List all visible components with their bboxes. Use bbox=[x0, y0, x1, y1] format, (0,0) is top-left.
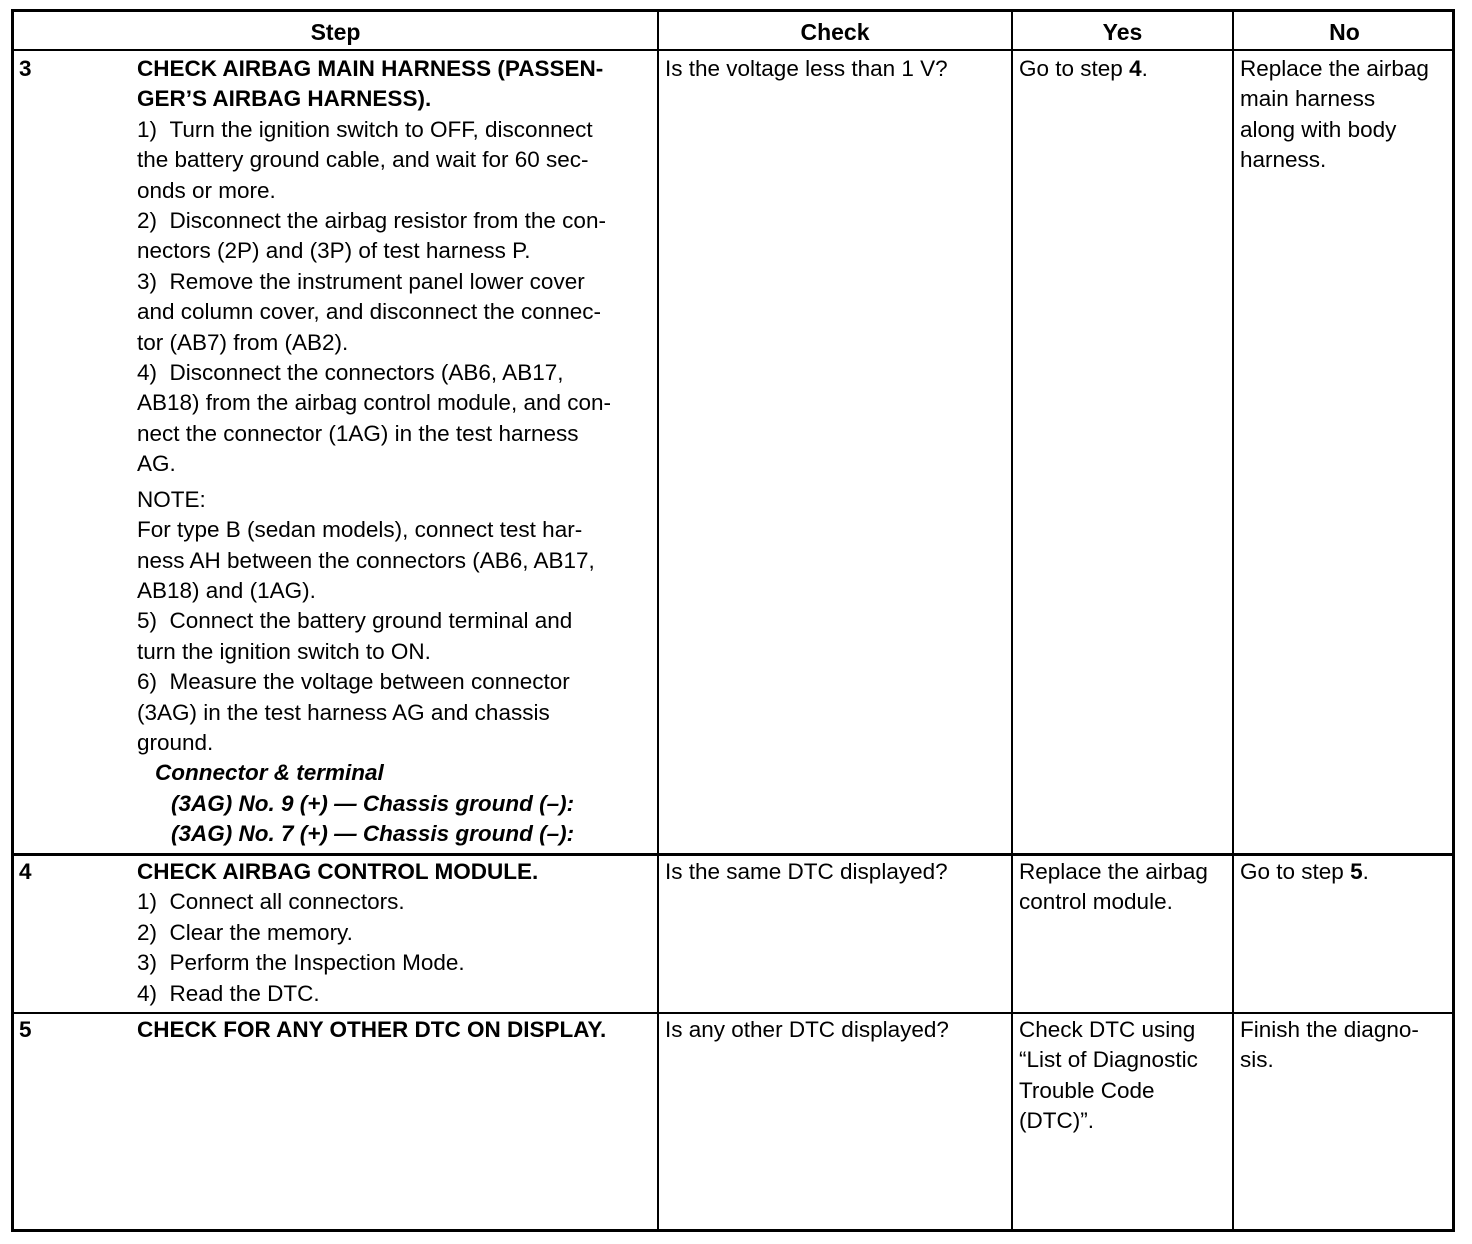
step-instruction: 5) Connect the battery ground terminal and bbox=[137, 608, 573, 634]
step-instruction: the battery ground cable, and wait for 60 sec- bbox=[137, 147, 589, 173]
step-title: CHECK AIRBAG MAIN HARNESS (PASSEN- bbox=[137, 56, 604, 81]
yes-suffix: . bbox=[1141, 56, 1148, 81]
step-number: 5 bbox=[19, 1017, 32, 1042]
step-content bbox=[137, 54, 611, 850]
no-cell bbox=[1240, 857, 1369, 887]
step-instruction: AB18) and (1AG). bbox=[137, 577, 316, 603]
header-check: Check bbox=[800, 19, 870, 45]
step-instruction: 4) Disconnect the connectors (AB6, AB17, bbox=[137, 360, 564, 386]
step-content bbox=[137, 1015, 606, 1045]
no-suffix: . bbox=[1362, 859, 1369, 884]
column-divider bbox=[657, 12, 659, 1229]
step-number: 3 bbox=[19, 56, 32, 81]
check-cell: Is the same DTC displayed? bbox=[665, 859, 948, 884]
header-yes: Yes bbox=[1102, 19, 1143, 45]
step-instruction: (3AG) in the test harness AG and chassis bbox=[137, 699, 550, 725]
yes-step-number: 4 bbox=[1129, 56, 1142, 81]
step-instruction: 2) Disconnect the airbag resistor from the con- bbox=[137, 208, 606, 234]
check-cell: Is the voltage less than 1 V? bbox=[665, 56, 948, 81]
no-prefix: Go to step bbox=[1240, 859, 1351, 884]
step-instruction: onds or more. bbox=[137, 177, 276, 203]
row-divider bbox=[14, 1012, 1452, 1014]
no-cell bbox=[1240, 1015, 1419, 1076]
step-instruction: AB18) from the airbag control module, and con- bbox=[137, 390, 612, 416]
column-divider bbox=[1232, 12, 1234, 1229]
connector-item: (3AG) No. 9 (+) — Chassis ground (–): bbox=[171, 790, 575, 816]
yes-prefix: Go to step bbox=[1019, 56, 1130, 81]
yes-cell bbox=[1019, 857, 1208, 918]
no-step-number: 5 bbox=[1350, 859, 1363, 884]
step-title: GER’S AIRBAG HARNESS). bbox=[137, 86, 432, 112]
step-number: 4 bbox=[19, 859, 32, 884]
no-line: along with body bbox=[1240, 116, 1397, 142]
connector-title: Connector & terminal bbox=[155, 760, 384, 786]
diagnostic-table bbox=[11, 9, 1455, 1232]
step-instruction: For type B (sedan models), connect test har- bbox=[137, 517, 583, 543]
header-no: No bbox=[1329, 19, 1360, 45]
step-instruction: AG. bbox=[137, 451, 176, 477]
yes-line: Check DTC using bbox=[1019, 1017, 1196, 1042]
step-instruction: nect the connector (1AG) in the test harness bbox=[137, 420, 579, 446]
no-line: main harness bbox=[1240, 86, 1376, 112]
step-instruction: 1) Turn the ignition switch to OFF, disconnect bbox=[137, 116, 593, 142]
step-instruction: nectors (2P) and (3P) of test harness P. bbox=[137, 238, 531, 264]
step-instruction: and column cover, and disconnect the connec- bbox=[137, 299, 602, 325]
check-cell: Is any other DTC displayed? bbox=[665, 1017, 949, 1042]
yes-line: Replace the airbag bbox=[1019, 859, 1208, 884]
step-instruction: ness AH between the connectors (AB6, AB17, bbox=[137, 547, 595, 573]
step-instruction: 3) Perform the Inspection Mode. bbox=[137, 950, 465, 976]
step-instruction: tor (AB7) from (AB2). bbox=[137, 329, 349, 355]
no-line: harness. bbox=[1240, 147, 1327, 173]
column-divider bbox=[1011, 12, 1013, 1229]
step-instruction: 2) Clear the memory. bbox=[137, 919, 353, 945]
step-instruction: 1) Connect all connectors. bbox=[137, 889, 405, 915]
header-step: Step bbox=[310, 19, 361, 45]
yes-line: (DTC)”. bbox=[1019, 1108, 1094, 1134]
yes-line: “List of Diagnostic bbox=[1019, 1047, 1198, 1073]
yes-line: Trouble Code bbox=[1019, 1077, 1155, 1103]
step-instruction: 4) Read the DTC. bbox=[137, 980, 320, 1006]
yes-line: control module. bbox=[1019, 889, 1173, 915]
no-line: sis. bbox=[1240, 1047, 1274, 1073]
step-instruction: 3) Remove the instrument panel lower cover bbox=[137, 268, 585, 294]
step-instruction: ground. bbox=[137, 729, 214, 755]
note-block bbox=[137, 485, 611, 850]
note-label: NOTE: bbox=[137, 486, 206, 512]
no-cell bbox=[1240, 54, 1429, 176]
connector-item: (3AG) No. 7 (+) — Chassis ground (–): bbox=[171, 821, 575, 847]
step-title: CHECK AIRBAG CONTROL MODULE. bbox=[137, 859, 539, 884]
row-divider bbox=[14, 853, 1452, 856]
no-line: Finish the diagno- bbox=[1240, 1017, 1419, 1042]
step-instruction: 6) Measure the voltage between connector bbox=[137, 669, 570, 695]
step-title: CHECK FOR ANY OTHER DTC ON DISPLAY. bbox=[137, 1017, 607, 1042]
yes-cell bbox=[1019, 1015, 1198, 1137]
no-line: Replace the airbag bbox=[1240, 56, 1429, 81]
yes-cell bbox=[1019, 54, 1148, 84]
step-instruction: turn the ignition switch to ON. bbox=[137, 638, 431, 664]
step-content bbox=[137, 857, 538, 1009]
